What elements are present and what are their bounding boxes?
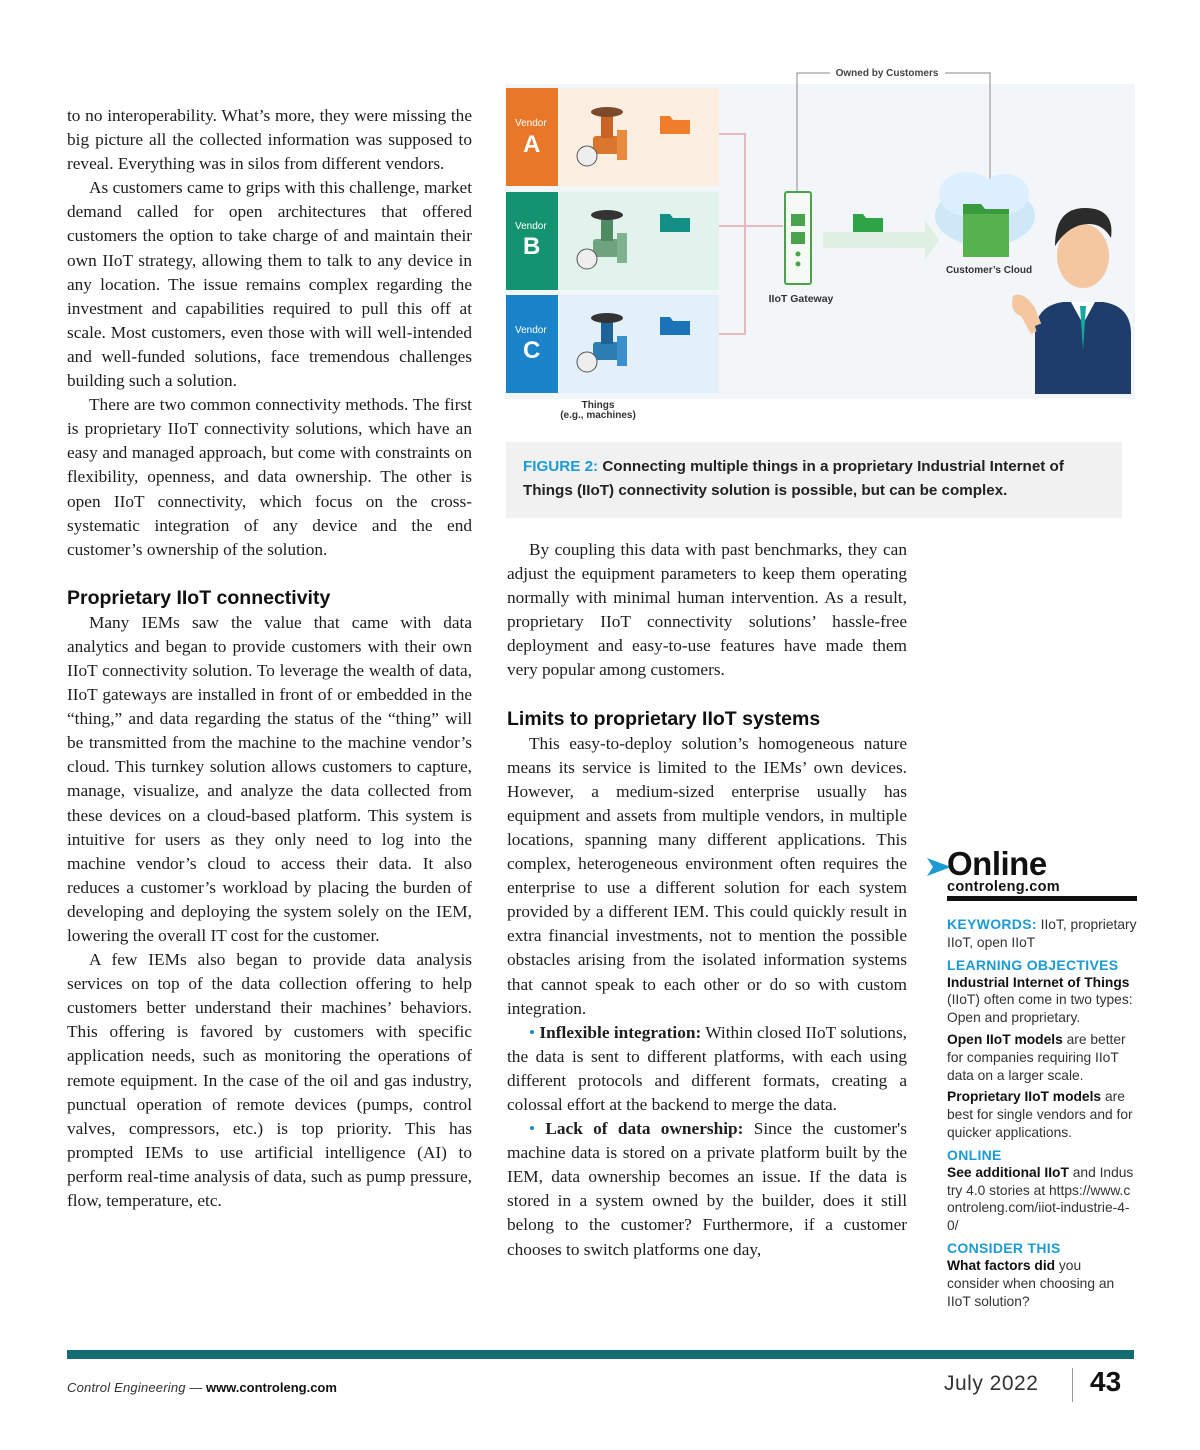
online-heading: ONLINE <box>947 1146 1002 1163</box>
learning-objectives-heading: LEARNING OBJECTIVES <box>947 956 1119 973</box>
consider-heading: CONSIDER THIS <box>947 1239 1061 1256</box>
footer-left <box>67 1380 337 1395</box>
online-word: Online <box>947 845 1047 882</box>
things-sublabel: (e.g., machines) <box>560 410 636 421</box>
section-heading: Proprietary IIoT connectivity <box>67 586 331 609</box>
online-bold: See additional IIoT <box>947 1164 1069 1180</box>
learning-objective <box>947 974 1137 1027</box>
bullet-dot: • <box>529 1022 540 1042</box>
footer-rule <box>67 1350 1134 1359</box>
bullet-item <box>507 1117 907 1262</box>
vendor-b-word: Vendor <box>515 221 547 232</box>
section-heading: Limits to proprietary IIoT systems <box>507 707 821 730</box>
consider-bold: What factors did <box>947 1257 1056 1273</box>
owned-by-customers-label: Owned by Customers <box>835 68 939 79</box>
figure-caption-text: Connecting multiple things in a proprietary Industrial Internet of Things (IIoT) connectivity solution is possible, but can be complex. <box>523 458 1064 499</box>
bullet-dot: • <box>529 1119 546 1139</box>
objective-bold: Industrial Internet of Things <box>947 974 1130 990</box>
left-column <box>67 104 472 1213</box>
keywords-text: IIoT, proprietary IIoT, open IIoT <box>947 917 1137 950</box>
iiot-gateway-icon <box>785 192 811 284</box>
consider-body: you consider when choosing an IIoT solution? <box>947 1257 1115 1309</box>
bullet-text: Within closed IIoT solutions, the data is sent to different platforms, with each using different protocols and different formats, creating a colossal effort at the backend to merge the data. <box>507 1022 907 1114</box>
bullet-title: Inflexible integration: <box>539 1022 702 1042</box>
body-paragraph: There are two common connectivity methods. The first is proprietary IIoT connectivity solutions, which have an easy and managed approach, but come with constraints on flexibility, openness, and data ownership. The other is open IIoT connectivity, which focus on the cross-systematic integration of any device and the end customer’s ownership of the solution. <box>67 395 472 559</box>
learning-objective <box>947 1088 1137 1141</box>
figure-caption <box>506 442 1122 518</box>
figure-label: FIGURE 2: <box>523 458 599 475</box>
customer-cloud-label: Customer’s Cloud <box>945 265 1033 276</box>
vendor-a-letter: A <box>523 131 541 158</box>
online-site[interactable]: controleng.com <box>947 879 1060 895</box>
body-paragraph: As customers came to grips with this challenge, market demand called for open architectures that offered customers the option to take charge of and maintain their own IIoT strategy, allowing them to talk to any device in any location. The issue remains complex regarding the investment and capabilities required to pull this off at scale. Most customers, even those with will well-intended and well-funded solutions, face tremendous challenges building such a solution. <box>67 178 472 391</box>
keywords <box>947 915 1137 952</box>
footer-url[interactable]: www.controleng.com <box>205 1380 337 1395</box>
objective-bold: Open IIoT models <box>947 1031 1063 1047</box>
middle-column <box>507 538 907 1262</box>
keywords-heading: KEYWORDS: <box>947 916 1037 932</box>
body-paragraph: This easy-to-deploy solution’s homogeneous nature means its service is limited to the IEMs’ own devices. However, a medium-sized enterprise usually has equipment and assets from multiple vendors, in multiple locations, spanning many different applications. This complex, heterogeneous environment often requires the enterprise to use a different solution for each system provided by a different IEM. This could quickly result in extra financial investments, not to mention the possible obstacles arising from the isolated information systems that cannot speak to each other or do so with custom integration. <box>507 733 907 1018</box>
things-label: Things <box>581 400 615 411</box>
page-number: 43 <box>1090 1366 1122 1397</box>
bullet-title: Lack of data ownership: <box>545 1119 744 1139</box>
body-paragraph: By coupling this data with past benchmarks, they can adjust the equipment parameters to keep them operating normally with minimal human intervention. As a result, proprietary IIoT connectivity solutions’ hassle-free deployment and easy-to-use features have made them very popular among customers. <box>507 540 907 680</box>
vendor-a-word: Vendor <box>515 118 547 129</box>
footer-dash: — <box>185 1380 206 1395</box>
online-link-text[interactable]: and Industry 4.0 stories at https://www.controleng.com/iiot-industrie-4-0/ <box>947 1164 1134 1234</box>
body-paragraph: Many IEMs saw the value that came with data analytics and began to provide customers with their own IIoT connectivity solution. To leverage the wealth of data, IIoT gateways are installed in front of or embedded in the “thing,” and data regarding the status of the “thing” will be transmitted from the machine to the machine vendor’s cloud. This turnkey solution allows customers to capture, manage, visualize, and analyze the data collected from these devices on a cloud-based platform. This system is intuitive for users as they only need to log into the machine vendor’s cloud to access their data. It also reduces a customer’s workload by placing the burden of developing and deploying the system solely on the IEM, lowering the overall IT cost for the customer. <box>67 612 472 945</box>
figure-diagram <box>505 64 1135 424</box>
online-logo <box>947 845 1137 901</box>
objective-text: (IIoT) often come in two types: Open and proprietary. <box>947 992 1133 1026</box>
vendor-c-letter: C <box>523 337 541 364</box>
objective-bold: Proprietary IIoT models <box>947 1089 1102 1105</box>
bullet-item <box>507 1021 907 1117</box>
iiot-gateway-label: IIoT Gateway <box>768 293 834 305</box>
body-paragraph: A few IEMs also began to provide data analysis services on top of the data collection offering to help customers better understand their machines’ behaviors. This offering is favored by customers with specific application needs, such as monitoring the operations of remote equipment. In the case of the oil and gas industry, punctual operation of remote devices (pumps, control valves, compressors, etc.) is top priority. This has prompted IEMs to use artificial intelligence (AI) to perform real-time analysis of data, such as pump pressure, flow, temperature, etc. <box>67 950 472 1211</box>
online-sidebar <box>947 845 1137 1314</box>
issue-date: July 2022 <box>944 1372 1039 1395</box>
consider-text <box>947 1257 1137 1310</box>
vendor-b-letter: B <box>523 233 541 260</box>
footer-divider <box>1072 1368 1073 1402</box>
objective-text: are best for single vendors and for quicker applications. <box>947 1089 1133 1140</box>
vendor-c-word: Vendor <box>515 325 547 336</box>
body-paragraph: to no interoperability. What’s more, they were missing the big picture all the collected information was supposed to reveal. Everything was in silos from different vendors. <box>67 106 472 174</box>
objective-text: are better for companies requiring IIoT data on a larger scale. <box>947 1031 1126 1083</box>
online-text[interactable] <box>947 1164 1137 1235</box>
learning-objective <box>947 1031 1137 1084</box>
magazine-name: Control Engineering <box>67 1380 186 1395</box>
bullet-text: Since the customer's machine data is stored on a private platform built by the IEM, data ownership becomes an issue. If the data is stored in a system owned by the builder, does it still belong to the customer? Furthermore, if a customer chooses to switch platforms one day, <box>507 1119 908 1259</box>
